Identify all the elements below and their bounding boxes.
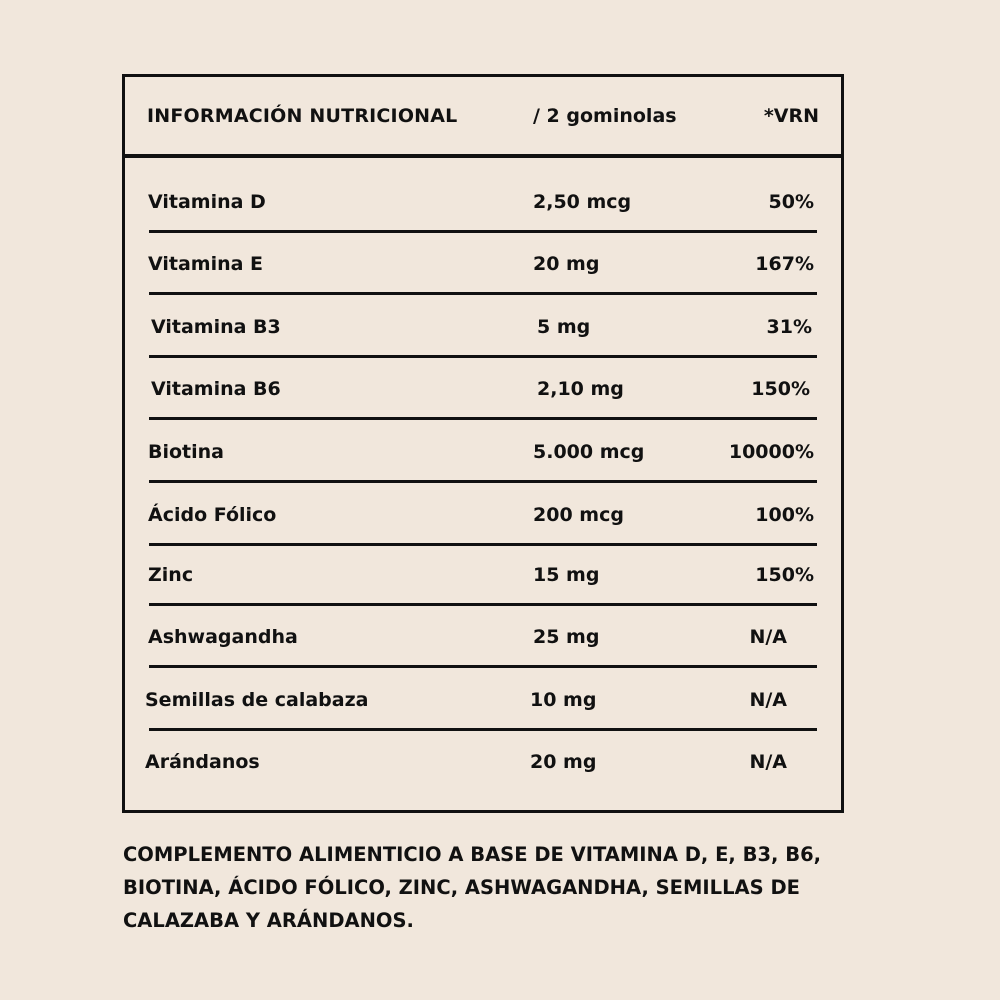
nutrient-name: Vitamina D <box>148 191 266 213</box>
nutrient-amount: 5.000 mcg <box>533 441 645 463</box>
table-row <box>145 233 817 295</box>
row-divider <box>149 292 817 295</box>
nutrient-vrn: 150% <box>751 378 810 400</box>
header-vrn-label: *VRN <box>763 105 819 127</box>
row-divider <box>149 480 817 483</box>
nutrient-vrn: N/A <box>749 626 787 648</box>
nutrient-vrn: N/A <box>749 689 787 711</box>
nutrient-name: Ashwagandha <box>148 626 298 648</box>
product-description: COMPLEMENTO ALIMENTICIO A BASE DE VITAMINA D, E, B3, B6, BIOTINA, ÁCIDO FÓLICO, ZINC, ASHWAGANDHA, SEMILLAS DE CALAZABA Y ARÁNDANOS. <box>123 843 822 932</box>
nutrient-name: Vitamina E <box>148 253 264 275</box>
nutrient-vrn: 167% <box>755 253 814 275</box>
nutrient-amount: 25 mg <box>533 626 600 648</box>
nutrient-vrn: 50% <box>768 191 814 213</box>
header-nutrient-label: INFORMACIÓN NUTRICIONAL <box>147 105 458 127</box>
nutrient-name: Vitamina B6 <box>151 378 281 400</box>
nutrient-name: Ácido Fólico <box>148 504 277 526</box>
header-amount-label: / 2 gominolas <box>533 105 677 127</box>
nutrient-amount: 2,50 mcg <box>533 191 632 213</box>
nutrient-amount: 2,10 mg <box>537 378 624 400</box>
nutrient-name: Zinc <box>148 564 194 586</box>
table-row <box>145 296 817 358</box>
nutrient-amount: 20 mg <box>530 751 597 773</box>
nutrient-vrn: 31% <box>766 316 812 338</box>
row-divider <box>149 665 817 668</box>
nutrient-amount: 5 mg <box>537 316 591 338</box>
nutrient-name: Biotina <box>148 441 224 463</box>
row-divider <box>149 417 817 420</box>
table-row <box>145 544 817 606</box>
nutrient-name: Arándanos <box>145 751 260 773</box>
nutrient-vrn: 10000% <box>728 441 814 463</box>
table-row <box>145 731 817 793</box>
table-row <box>145 484 817 546</box>
table-row <box>145 171 817 233</box>
nutrient-amount: 10 mg <box>530 689 597 711</box>
nutrient-vrn: N/A <box>749 751 787 773</box>
table-row <box>145 606 817 668</box>
table-row <box>145 358 817 420</box>
table-row <box>145 669 817 731</box>
nutrient-vrn: 150% <box>755 564 814 586</box>
table-row <box>145 421 817 483</box>
nutrient-amount: 15 mg <box>533 564 600 586</box>
nutrient-name: Vitamina B3 <box>151 316 281 338</box>
table-header <box>125 77 841 158</box>
nutrition-table <box>122 74 844 813</box>
nutrient-name: Semillas de calabaza <box>145 689 369 711</box>
nutrient-vrn: 100% <box>755 504 814 526</box>
nutrient-amount: 200 mcg <box>533 504 624 526</box>
nutrient-amount: 20 mg <box>533 253 600 275</box>
